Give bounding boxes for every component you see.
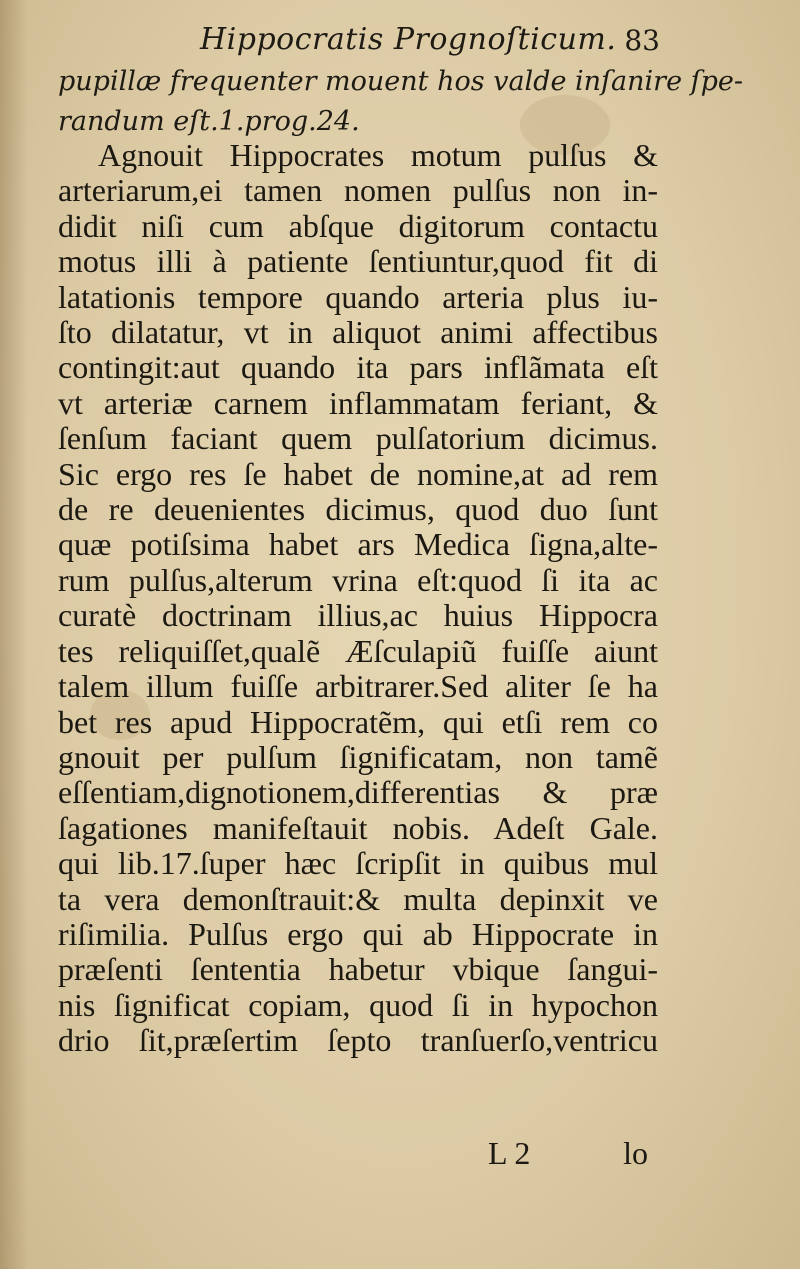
body-line: ta vera demonſtrauit:& multa depinxit ve bbox=[58, 880, 658, 917]
body-paragraph bbox=[58, 138, 658, 1059]
catchword: lo bbox=[623, 1135, 648, 1171]
gutter-shadow bbox=[0, 0, 28, 1269]
signature-mark: L 2 bbox=[488, 1135, 531, 1171]
body-line: Sic ergo res ſe habet de nomine,at ad rem bbox=[58, 455, 658, 492]
body-line: ſagationes manifeſtauit nobis. Adeſt Gale. bbox=[58, 809, 658, 846]
page-number: 83 bbox=[624, 24, 660, 57]
body-line: bet res apud Hippocratẽm, qui etſi rem co bbox=[58, 703, 658, 740]
body-line: tes reliquiſſet,qualẽ Æſculapiũ fuiſſe aiunt bbox=[58, 632, 658, 669]
citation-line: pupillæ frequenter mouent hos valde inſanire ſpe- bbox=[58, 66, 744, 97]
body-line: talem illum fuiſſe arbitrarer.Sed aliter ſe ha bbox=[58, 668, 658, 705]
body-line: latationis tempore quando arteria plus iu- bbox=[58, 278, 658, 315]
body-line: gnouit per pulſum ſignificatam, non tamẽ bbox=[58, 738, 658, 775]
body-line: arteriarum,ei tamen nomen pulſus non in- bbox=[58, 172, 658, 209]
body-line: præſenti ſententia habetur vbique ſangui- bbox=[58, 951, 658, 988]
body-line: curatè doctrinam illius,ac huius Hippocra bbox=[58, 597, 658, 634]
body-line: Agnouit Hippocrates motum pulſus & bbox=[98, 137, 658, 173]
body-line: riſimilia. Pulſus ergo qui ab Hippocrate in bbox=[58, 915, 658, 952]
footer-line bbox=[58, 1135, 658, 1175]
body-line: didit niſi cum abſque digitorum contactu bbox=[58, 207, 658, 244]
running-head-title: Hippocratis Prognoſticum. bbox=[200, 22, 617, 57]
body-line: motus illi à patiente ſentiuntur,quod fit di bbox=[58, 243, 658, 280]
citation-line: randum eſt.1.prog.24. bbox=[58, 106, 360, 137]
body-line: de re deuenientes dicimus, quod duo ſunt bbox=[58, 491, 658, 528]
body-line: ſto dilatatur, vt in aliquot animi affectibus bbox=[58, 314, 658, 351]
body-line: qui lib.17.ſuper hæc ſcripſit in quibus mul bbox=[58, 845, 658, 882]
body-line: nis ſignificat copiam, quod ſi in hypochon bbox=[58, 986, 658, 1023]
body-line: drio ſit,præſertim ſepto tranſuerſo,ventricu bbox=[58, 1022, 658, 1059]
body-line: rum pulſus,alterum vrina eſt:quod ſi ita ac bbox=[58, 561, 658, 598]
body-line: quæ potiſsima habet ars Medica ſigna,alte- bbox=[58, 526, 658, 563]
citation-block bbox=[58, 62, 744, 142]
body-line: contingit:aut quando ita pars inflãmata eſt bbox=[58, 349, 658, 386]
running-head bbox=[60, 22, 660, 62]
body-line: ſenſum faciant quem pulſatorium dicimus. bbox=[58, 420, 658, 457]
body-line: eſſentiam,dignotionem,differentias & præ bbox=[58, 774, 658, 811]
body-line: vt arteriæ carnem inflammatam feriant, & bbox=[58, 384, 658, 421]
